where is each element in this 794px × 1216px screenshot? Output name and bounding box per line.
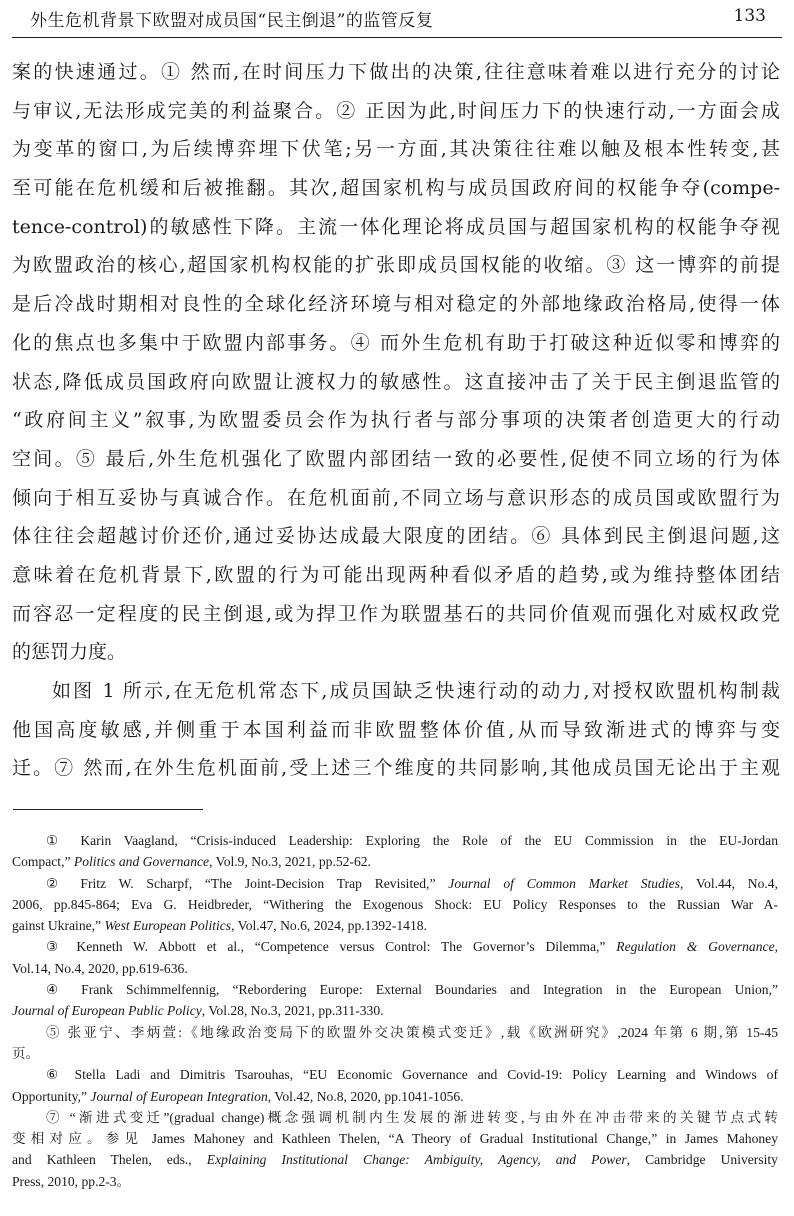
footnote-text: ⑤ 张亚宁、李炳萱:《地缘政治变局下的欧盟外交决策模式变迁》,载《欧洲研究》,2024 年第 6 期,第 15-45 xyxy=(46,1024,778,1040)
footnote-1-line xyxy=(12,830,778,851)
footnote-text: ⑥ Stella Ladi and Dimitris Tsarouhas, “EU Economic Governance and Covid-19: Policy Learning and Windows of xyxy=(46,1067,778,1083)
footnote-4-line xyxy=(12,1000,778,1021)
footnote-7-line xyxy=(12,1149,778,1170)
body-line: 至可能在危机缓和后被推翻。其次,超国家机构与成员国政府间的权能争夺(compe- xyxy=(12,177,780,200)
footnote-italic-title: Politics and Governance xyxy=(73,854,210,870)
body-line: 迁。⑦ 然而,在外生危机面前,受上述三个维度的共同影响,其他成员国无论出于主观 xyxy=(12,757,780,780)
page-number: 133 xyxy=(733,6,766,26)
footnote-6-line xyxy=(12,1064,778,1085)
footnote-text: ① Karin Vaagland, “Crisis-induced Leadership: Exploring the Role of the EU Commission in the EU-Jordan xyxy=(46,833,778,848)
footnote-italic-title: Journal of European Public Policy xyxy=(12,1003,202,1019)
body-line: 意味着在危机背景下,欧盟的行为可能出现两种看似矛盾的趋势,或为维持整体团结 xyxy=(12,563,780,586)
footnote-text: , Vol.47, No.6, 2024, pp.1392-1418. xyxy=(231,918,427,934)
footnote-7-line xyxy=(12,1128,778,1149)
footnote-text: 变相对应。参见 James Mahoney and Kathleen Thelen, “A Theory of Gradual Institutional Change,” in James Mahoney xyxy=(12,1131,778,1147)
footnote-text: , Cambridge University xyxy=(626,1152,778,1168)
body-line: 与审议,无法形成完美的利益聚合。② 正因为此,时间压力下的快速行动,一方面会成 xyxy=(12,99,780,122)
footnote-text: ③ Kenneth W. Abbott et al., “Competence versus Control: The Governor’s Dilemma,” xyxy=(46,939,617,955)
header-rule xyxy=(12,37,782,38)
body-line: 是后冷战时期相对良性的全球化经济环境与相对稳定的外部地缘政治格局,使得一体 xyxy=(12,293,780,316)
footnote-2-line xyxy=(12,915,778,936)
footnote-2-line xyxy=(12,894,778,915)
body-line: 化的焦点也多集中于欧盟内部事务。④ 而外生危机有助于打破这种近似零和博弈的 xyxy=(12,331,780,354)
footnote-text: Compact,” xyxy=(12,854,74,870)
footnote-7-line xyxy=(12,1171,778,1192)
footnote-text: , Vol.28, No.3, 2021, pp.311-330. xyxy=(201,1003,384,1019)
footnote-text: 页。 xyxy=(12,1045,40,1061)
footnote-italic-title: Journal of Common Market Studies xyxy=(448,875,680,891)
body-line: 的惩罚力度。 xyxy=(12,641,127,664)
footnote-3-line xyxy=(12,936,778,957)
footnote-text: Vol.14, No.4, 2020, pp.619-636. xyxy=(12,960,188,976)
footnote-4-line xyxy=(12,979,778,1000)
body-line: 而容忍一定程度的民主倒退,或为捍卫作为联盟基石的共同价值观而强化对威权政党 xyxy=(12,602,780,625)
footnote-text: and Kathleen Thelen, eds., xyxy=(12,1152,207,1168)
footnotes xyxy=(12,830,778,1192)
footnote-rule xyxy=(13,809,203,810)
footnote-italic-title: Explaining Institutional Change: Ambiguity, Agency, and Power xyxy=(206,1152,627,1168)
footnote-text: ② Fritz W. Scharpf, “The Joint-Decision Trap Revisited,” xyxy=(46,875,449,891)
footnote-2-line xyxy=(12,873,778,894)
body-line: 体往往会超越讨价还价,通过妥协达成最大限度的团结。⑥ 具体到民主倒退问题,这 xyxy=(12,525,780,548)
body-line: 如图 1 所示,在无危机常态下,成员国缺乏快速行动的动力,对授权欧盟机构制裁 xyxy=(52,680,780,702)
footnote-text: , Vol.42, No.8, 2020, pp.1041-1056. xyxy=(267,1088,464,1104)
body-line: 倾向于相互妥协与真诚合作。在危机面前,不同立场与意识形态的成员国或欧盟行为 xyxy=(12,486,780,509)
footnote-text: 2006, pp.845-864; Eva G. Heidbreder, “Withering the Exogenous Shock: EU Policy Responses to the Russian War A- xyxy=(12,896,778,912)
footnote-text: , Vol.9, No.3, 2021, pp.52-62. xyxy=(209,854,371,870)
footnote-3-line xyxy=(12,958,778,979)
body-text xyxy=(12,53,780,788)
body-line: tence-control)的敏感性下降。主流一体化理论将成员国与超国家机构的权能争夺视 xyxy=(12,215,780,238)
footnote-1-line xyxy=(12,851,778,872)
footnote-text: ④ Frank Schimmelfennig, “Rebordering Europe: External Boundaries and Integration in the European Union,” xyxy=(46,982,778,998)
footnote-text: ⑦ “渐进式变迁”(gradual change)概念强调机制内生发展的渐进转变,与由外在冲击带来的关键节点式转 xyxy=(46,1109,778,1125)
footnote-italic-title: Journal of European Integration xyxy=(90,1088,268,1104)
footnote-text: , Vol.44, No.4, xyxy=(680,875,778,891)
footnote-5-line xyxy=(12,1043,778,1064)
footnote-text: gainst Ukraine,” xyxy=(12,918,105,934)
body-line: 状态,降低成员国政府向欧盟让渡权力的敏感性。这直接冲击了关于民主倒退监管的 xyxy=(12,370,780,393)
body-line: 他国高度敏感,并侧重于本国利益而非欧盟整体价值,从而导致渐进式的博弈与变 xyxy=(12,718,780,741)
footnote-italic-title: West European Politics xyxy=(104,918,232,934)
body-line: 空间。⑤ 最后,外生危机强化了欧盟内部团结一致的必要性,促使不同立场的行为体 xyxy=(12,447,780,470)
footnote-7-line xyxy=(12,1107,778,1128)
footnote-text: Press, 2010, pp.2-3。 xyxy=(12,1173,131,1189)
footnote-5-line xyxy=(12,1022,778,1043)
footnote-italic-title: Regulation & Governance xyxy=(616,939,775,955)
footnote-6-line xyxy=(12,1086,778,1107)
body-line: 案的快速通过。① 然而,在时间压力下做出的决策,往往意味着难以进行充分的讨论 xyxy=(12,61,780,83)
running-header-title: 外生危机背景下欧盟对成员国“民主倒退”的监管反复 xyxy=(30,11,434,31)
body-line: 为变革的窗口,为后续博弈埋下伏笔;另一方面,其决策往往难以触及根本性转变,甚 xyxy=(12,138,780,161)
footnote-text: , xyxy=(774,939,778,955)
footnote-text: Opportunity,” xyxy=(12,1088,91,1104)
body-line: 为欧盟政治的核心,超国家机构权能的扩张即成员国权能的收缩。③ 这一博弈的前提 xyxy=(12,254,780,277)
body-line: “政府间主义”叙事,为欧盟委员会作为执行者与部分事项的决策者创造更大的行动 xyxy=(12,409,780,432)
